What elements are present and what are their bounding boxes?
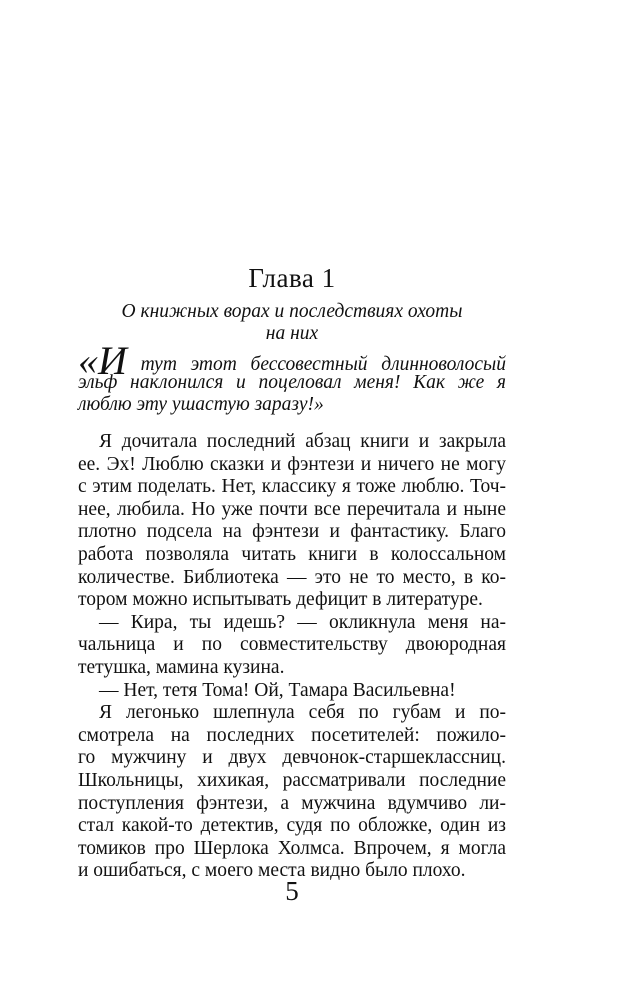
paragraph-line: Школьницы, хихикая, рассматривали последние [78, 769, 506, 791]
paragraph-line: — Нет, тетя Тома! Ой, Тамара Васильевна! [99, 679, 456, 701]
page-number: 5 [285, 876, 299, 906]
paragraph-line: стал какой-то детектив, судя по обложке, один из [78, 815, 506, 837]
book-page [78, 0, 506, 1000]
epigraph-line: эльф наклонился и поцеловал меня! Как же я [78, 372, 506, 393]
paragraph-line: чальница и по совместительству двоюродная [78, 634, 506, 656]
paragraph-line: поступления фэнтези, а мужчина вдумчиво ли- [78, 792, 506, 814]
paragraph-line: работа позволяла читать книги в колоссальном [78, 543, 506, 565]
chapter-subtitle-line: на них [265, 323, 319, 344]
body-text [78, 431, 506, 883]
paragraph-line: тетушка, мамина кузина. [78, 656, 285, 678]
paragraph-line: и ошибаться, с моего места видно было плохо. [78, 860, 466, 882]
epigraph-dropcap: «И [78, 338, 127, 383]
epigraph [78, 338, 506, 416]
paragraph-line: ее. Эх! Люблю сказки и фэнтези и ничего не могу [78, 453, 506, 475]
paragraph-line: тором можно испытывать дефицит в литературе. [78, 589, 483, 611]
chapter-subtitle-line: О книжных ворах и последствиях охоты [121, 301, 463, 322]
paragraph-line: нее, любила. Но уже почти все перечитала и ныне [78, 498, 506, 520]
epigraph-line-text: тут этот бессовестный длинноволосый [126, 354, 506, 375]
paragraph-line: плотно подсела на фэнтези и фантастику. Благо [78, 521, 506, 543]
chapter-subtitle [90, 301, 494, 345]
chapter-title: Глава 1 [248, 263, 336, 293]
paragraph-line: с этим поделать. Нет, классику я тоже люблю. Точ- [78, 476, 506, 498]
paragraph-line: Я дочитала последний абзац книги и закрыла [99, 431, 506, 452]
paragraph-line: смотрела на последних посетителей: пожило- [78, 724, 506, 746]
paragraph-line: томиков про Шерлока Холмса. Впрочем, я могла [78, 837, 506, 859]
paragraph-line: го мужчину и двух девчонок-старшеклассниц. [78, 747, 506, 769]
paragraph-line: количестве. Библиотека — это не то место, в ко- [78, 566, 506, 588]
paragraph-line: — Кира, ты идешь? — окликнула меня на- [99, 611, 506, 633]
paragraph-line: Я легонько шлепнула себя по губам и по- [99, 702, 506, 724]
epigraph-line: люблю эту ушастую заразу!» [78, 394, 324, 415]
